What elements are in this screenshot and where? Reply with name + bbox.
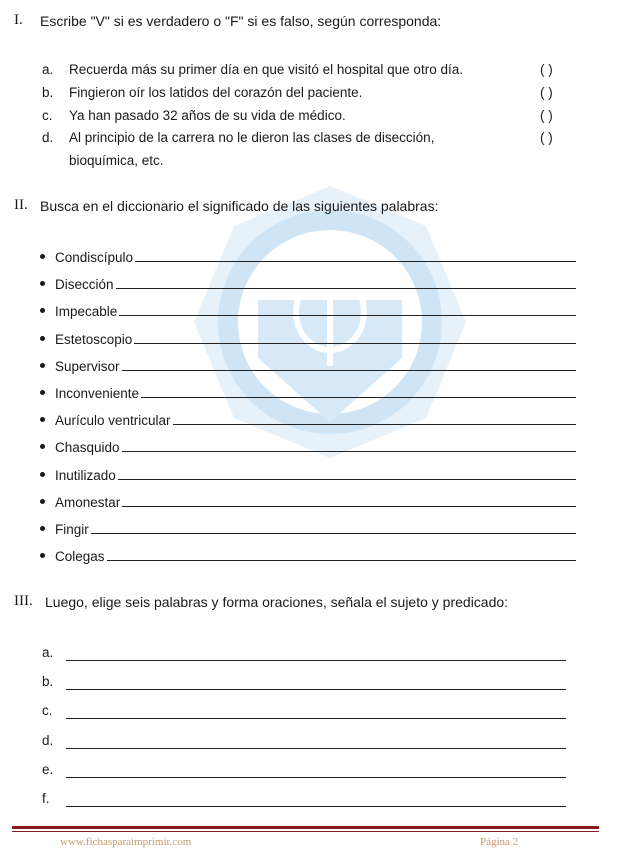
- bullet-icon: [40, 254, 45, 259]
- sentence-letter: c.: [42, 703, 53, 719]
- vocabulary-row: [40, 356, 576, 374]
- answer-parentheses[interactable]: ( ): [540, 130, 553, 145]
- bullet-icon: [40, 472, 45, 477]
- vocabulary-word: Fingir: [55, 522, 89, 537]
- definition-answer-line[interactable]: [122, 370, 576, 371]
- footer-page-number: Página 2: [480, 836, 519, 848]
- sentence-answer-line[interactable]: [66, 689, 566, 690]
- bullet-icon: [40, 281, 45, 286]
- bullet-icon: [40, 417, 45, 422]
- vocabulary-row: [40, 329, 576, 347]
- vocabulary-row: [40, 465, 576, 483]
- statement-text: Al principio de la carrera no le dieron las clases de disección,: [69, 130, 435, 145]
- vocabulary-row: [40, 383, 576, 401]
- definition-answer-line[interactable]: [122, 451, 576, 452]
- definition-answer-line[interactable]: [122, 506, 576, 507]
- section-3-numeral: III.: [14, 593, 33, 609]
- sentence-letter: a.: [42, 645, 54, 660]
- sentence-letter: d.: [42, 732, 54, 748]
- vocabulary-word: Estetoscopio: [55, 331, 133, 347]
- item-letter: d.: [42, 130, 54, 145]
- footer-rule-thin: [12, 831, 599, 832]
- definition-answer-line[interactable]: [116, 288, 576, 289]
- bullet-icon: [40, 499, 45, 504]
- bullet-icon: [40, 526, 45, 531]
- bullet-icon: [40, 336, 45, 341]
- definition-answer-line[interactable]: [135, 261, 576, 262]
- definition-answer-line[interactable]: [173, 424, 576, 425]
- vocabulary-word: Amonestar: [55, 494, 121, 510]
- answer-parentheses[interactable]: ( ): [540, 85, 553, 100]
- sentence-answer-line[interactable]: [66, 748, 566, 749]
- sentence-letter: f.: [42, 791, 50, 806]
- statement-text: Ya han pasado 32 años de su vida de médico.: [69, 108, 346, 123]
- section-1-title: Escribe "V" si es verdadero o "F" si es falso, según corresponda:: [40, 13, 442, 29]
- definition-answer-line[interactable]: [91, 533, 576, 534]
- definition-answer-line[interactable]: [107, 560, 576, 561]
- section-2-numeral: II.: [14, 197, 28, 213]
- sentence-letter: b.: [42, 674, 54, 690]
- sentence-letter: e.: [42, 761, 54, 777]
- sentence-answer-line[interactable]: [66, 806, 566, 807]
- statement-text: Recuerda más su primer día en que visitó el hospital que otro día.: [69, 62, 463, 77]
- section-3-title: Luego, elige seis palabras y forma oraciones, señala el sujeto y predicado:: [45, 594, 509, 610]
- vocabulary-row: [40, 301, 576, 319]
- vocabulary-row: [40, 519, 576, 537]
- definition-answer-line[interactable]: [141, 397, 576, 398]
- sentence-answer-line[interactable]: [66, 660, 566, 661]
- footer-website: www.fichasparaimprimir.com: [60, 836, 192, 848]
- bullet-icon: [40, 553, 45, 558]
- item-letter: c.: [42, 108, 53, 123]
- bullet-icon: [40, 444, 45, 449]
- bullet-icon: [40, 390, 45, 395]
- vocabulary-row: [40, 437, 576, 455]
- vocabulary-word: Condiscípulo: [55, 250, 134, 265]
- definition-answer-line[interactable]: [118, 479, 576, 480]
- sentence-answer-line[interactable]: [66, 777, 566, 778]
- statement-text-continuation: bioquímica, etc.: [69, 153, 164, 168]
- vocabulary-word: Inconveniente: [55, 386, 140, 401]
- vocabulary-row: [40, 274, 576, 292]
- vocabulary-word: Supervisor: [55, 358, 120, 374]
- vocabulary-row: [40, 492, 576, 510]
- vocabulary-word: Aurículo ventricular: [55, 413, 171, 429]
- vocabulary-word: Inutilizado: [55, 467, 116, 483]
- vocabulary-word: Chasquido: [55, 440, 120, 456]
- item-letter: a.: [42, 62, 54, 77]
- vocabulary-row: [40, 410, 576, 428]
- answer-parentheses[interactable]: ( ): [540, 62, 553, 77]
- bullet-icon: [40, 363, 45, 368]
- footer-rule-thick: [12, 826, 599, 829]
- sentence-answer-line[interactable]: [66, 718, 566, 719]
- vocabulary-word: Disección: [55, 277, 114, 293]
- section-1-numeral: I.: [14, 12, 23, 28]
- definition-answer-line[interactable]: [134, 343, 576, 344]
- vocabulary-word: Colegas: [55, 549, 105, 565]
- item-letter: b.: [42, 85, 54, 100]
- bullet-icon: [40, 308, 45, 313]
- definition-answer-line[interactable]: [119, 315, 576, 316]
- section-2-title: Busca en el diccionario el significado de las siguientes palabras:: [40, 198, 439, 214]
- statement-text: Fingieron oír los latidos del corazón del paciente.: [69, 85, 363, 100]
- vocabulary-row: [40, 546, 576, 564]
- vocabulary-word: Impecable: [55, 304, 118, 320]
- vocabulary-row: [40, 247, 576, 265]
- answer-parentheses[interactable]: ( ): [540, 108, 553, 123]
